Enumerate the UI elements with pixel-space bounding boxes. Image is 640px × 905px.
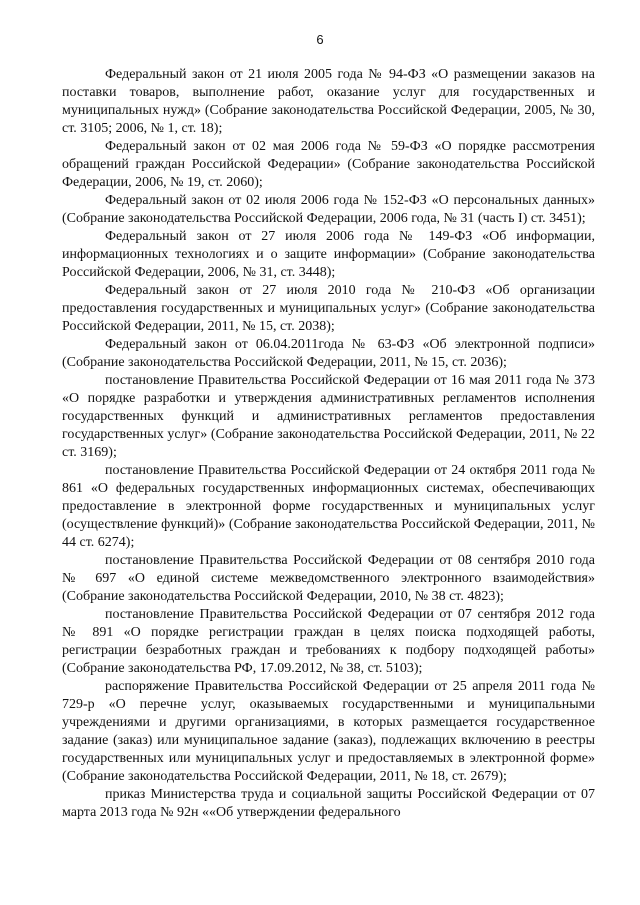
list-item: постановление Правительства Российской Федерации от 24 октября 2011 года № 861 «О федеральных государственных информационных системах, обеспечивающих предоставление в электронной форме государственных и муниципальных услуг (осуществление функций)» (Собрание законодательства Российской Федерации, 2011, № 44 ст. 6274); [62, 463, 595, 550]
list-item: Федеральный закон от 02 мая 2006 года № 59-ФЗ «О порядке рассмотрения обращений граждан Российской Федерации» (Собрание законодательства Российской Федерации, 2006, № 19, ст. 2060); [62, 139, 595, 190]
list-item: постановление Правительства Российской Федерации от 07 сентября 2012 года № 891 «О порядке регистрации граждан в целях поиска подходящей работы, регистрации безработных граждан и требованиях к подбору подходящей работы» (Собрание законодательства РФ, 17.09.2012, № 38, ст. 5103); [62, 607, 595, 676]
list-item: Федеральный закон от 27 июля 2010 года № 210-ФЗ «Об организации предоставления государственных и муниципальных услуг» (Собрание законодательства Российской Федерации, 2011, № 15, ст. 2038); [62, 283, 595, 334]
list-item: Федеральный закон от 21 июля 2005 года № 94-ФЗ «О размещении заказов на поставки товаров, выполнение работ, оказание услуг для государственных и муниципальных нужд» (Собрание законодательства Российской Федерации, 2005, № 30, ст. 3105; 2006, № 1, ст. 18); [62, 67, 595, 136]
list-item: Федеральный закон от 27 июля 2006 года № 149-ФЗ «Об информации, информационных технологиях и о защите информации» (Собрание законодательства Российской Федерации, 2006, № 31, ст. 3448); [62, 229, 595, 280]
list-item: приказ Министерства труда и социальной защиты Российской Федерации от 07 марта 2013 года № 92н ««Об утверждении федерального [62, 787, 595, 820]
list-item: постановление Правительства Российской Федерации от 08 сентября 2010 года № 697 «О единой системе межведомственного электронного взаимодействия» (Собрание законодательства Российской Федерации, 2010, № 38 ст. 4823); [62, 553, 595, 604]
list-item: распоряжение Правительства Российской Федерации от 25 апреля 2011 года № 729-р «О перечне услуг, оказываемых государственными и муниципальными учреждениями и другими организациями, в которых размещается государственное задание (заказ) или муниципальное задание (заказ), подлежащих включению в реестры государственных или муниципальных услуг и предоставляемых в электронной форме» (Собрание законодательства Российской Федерации, 2011, № 18, ст. 2679); [62, 679, 595, 784]
list-item: постановление Правительства Российской Федерации от 16 мая 2011 года № 373 «О порядке разработки и утверждения административных регламентов исполнения государственных функций и административных регламентов предоставления государственных услуг» (Собрание законодательства Российской Федерации, 2011, № 22 ст. 3169); [62, 373, 595, 460]
list-item: Федеральный закон от 06.04.2011года № 63-ФЗ «Об электронной подписи» (Собрание законодательства Российской Федерации, 2011, № 15, ст. 2036); [62, 337, 595, 370]
page-number: 6 [316, 32, 324, 47]
list-item: Федеральный закон от 02 июля 2006 года № 152-ФЗ «О персональных данных» (Собрание законодательства Российской Федерации, 2006 года, № 31 (часть I) ст. 3451); [62, 193, 595, 226]
legal-acts-list [62, 66, 595, 822]
